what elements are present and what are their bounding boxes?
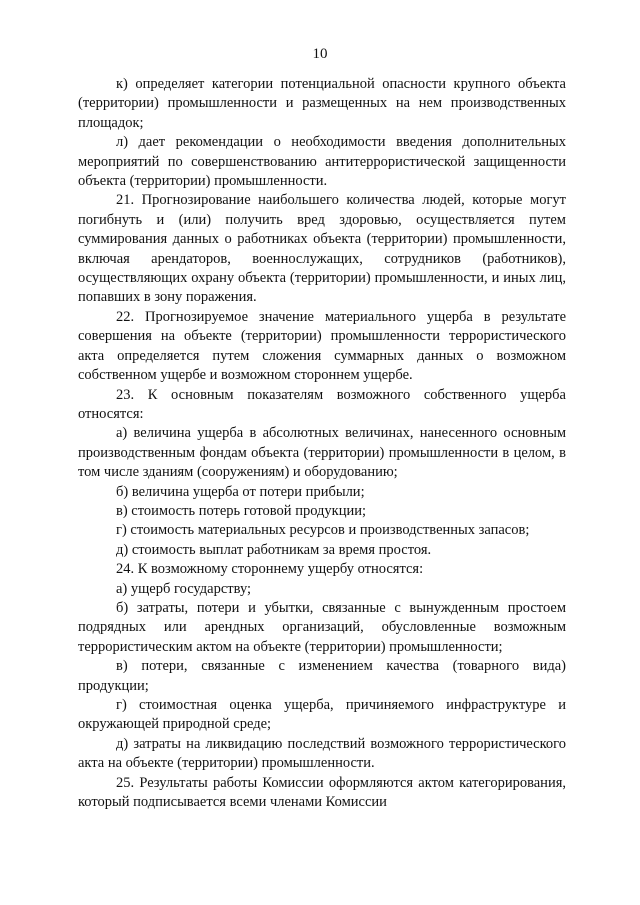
paragraph-23-a: а) величина ущерба в абсолютных величинах, нанесенного основным производственным фондам объекта (территории) промышленности в целом, в том числе зданиям (сооружениям) и оборудованию; [78,425,566,481]
paragraph-24-g: г) стоимостная оценка ущерба, причиняемого инфраструктуре и окружающей природной среде; [78,697,566,733]
paragraph-k: к) определяет категории потенциальной опасности крупного объекта (территории) промышленности и размещенных на нем производственных площадок; [78,76,566,131]
paragraph-24: 24. К возможному стороннему ущербу относятся: [116,561,424,578]
paragraph-24-b: б) затраты, потери и убытки, связанные с вынужденным простоем подрядных или арендных организаций, обусловленные возможным террористическим актом на объекте (территории) промышленности; [78,599,566,655]
paragraph-23-d: д) стоимость выплат работникам за время простоя. [116,541,432,558]
page-number: 10 [312,46,328,62]
paragraph-22: 22. Прогнозируемое значение материального ущерба в результате совершения на объекте (территории) промышленности террористического акта определяется путем сложения суммарных данных о возможном собственном ущербе и возможном стороннем ущербе. [78,308,566,384]
paragraph-21: 21. Прогнозирование наибольшего количества людей, которые могут погибнуть и (или) получить вред здоровью, осуществляется путем суммирования данных о работниках объекта (территории) промышленности, включая арендаторов, военнослужащих, сотрудников (работников), осуществляющих охрану объекта (территории) промышленности, и иных лиц, попавших в зону поражения. [78,192,566,306]
paragraph-25: 25. Результаты работы Комиссии оформляются актом категорирования, который подписывается всеми членами Комиссии [78,774,566,811]
paragraph-24-a: а) ущерб государству; [116,580,252,597]
paragraph-23: 23. К основным показателям возможного собственного ущерба относятся: [78,386,566,422]
document-body [78,75,566,812]
paragraph-24-v: в) потери, связанные с изменением качества (товарного вида) продукции; [78,658,566,694]
paragraph-24-d: д) затраты на ликвидацию последствий возможного террористического акта на объекте (территории) промышленности. [78,735,566,772]
paragraph-23-g: г) стоимость материальных ресурсов и производственных запасов; [116,522,530,539]
paragraph-23-v: в) стоимость потерь готовой продукции; [116,502,367,519]
paragraph-l: л) дает рекомендации о необходимости введения дополнительных мероприятий по совершенствованию антитеррористической защищенности объекта (территории) промышленности. [78,134,566,190]
paragraph-23-b: б) величина ущерба от потери прибыли; [116,483,365,500]
